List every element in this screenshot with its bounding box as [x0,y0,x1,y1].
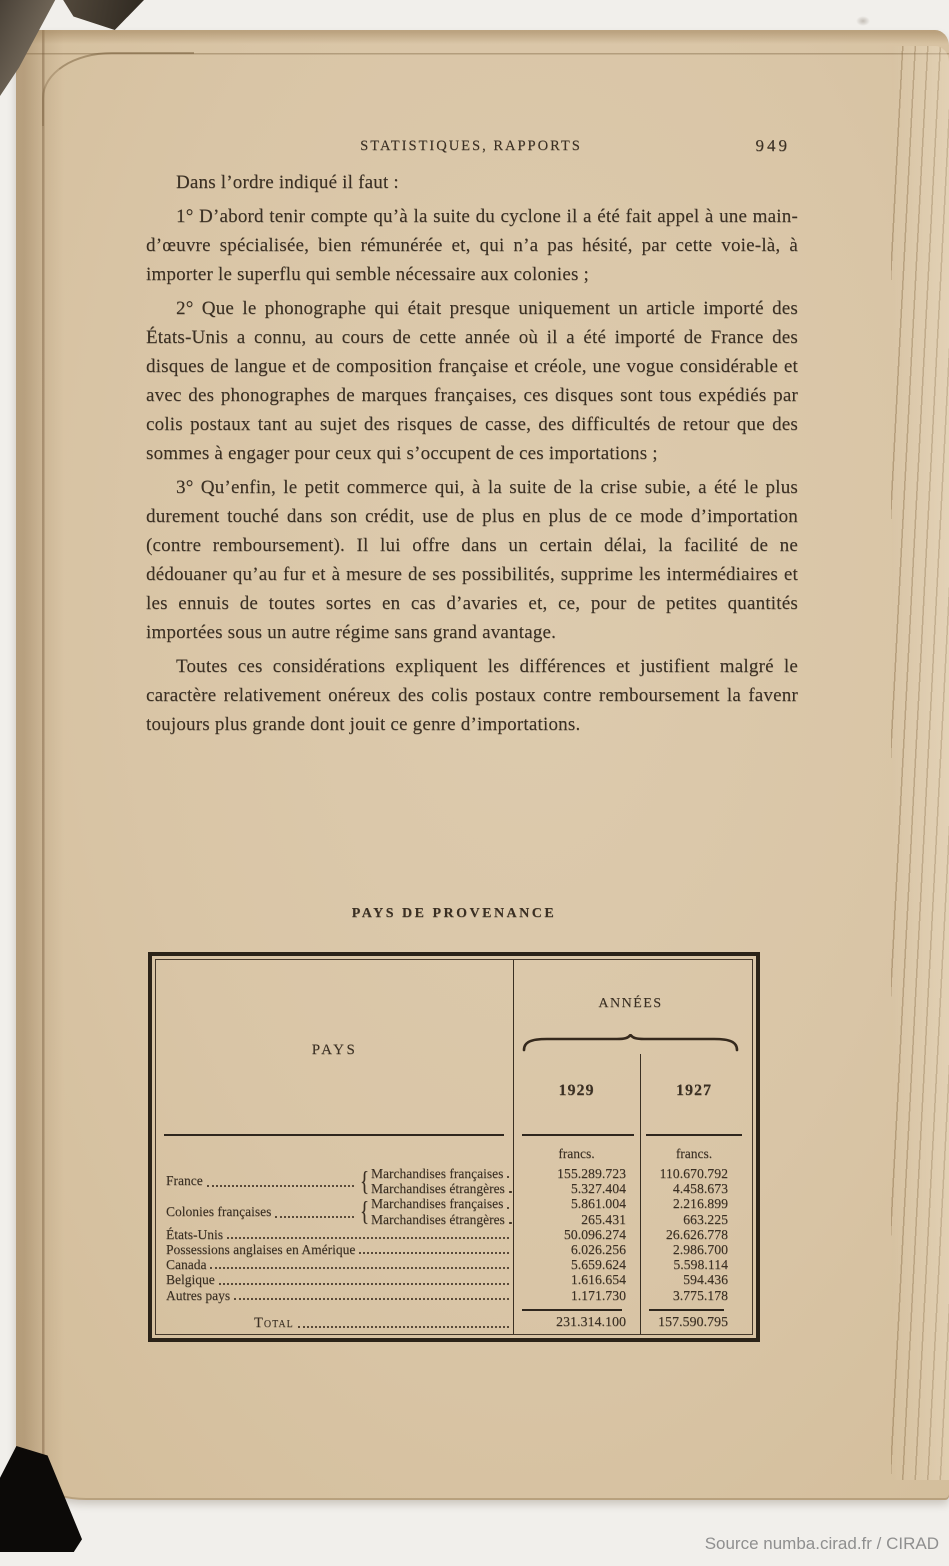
total-rule [649,1309,724,1311]
total-rule [522,1309,622,1311]
table-row [166,1272,513,1287]
table-group [166,1166,513,1196]
footer-source: Source numba.cirad.fr / CIRAD [704,1534,939,1553]
amount-cell: 2.216.899 [672,1196,728,1212]
head-rule-1927 [646,1134,742,1136]
page-corner-edges [42,52,194,126]
paper-smudge [856,16,870,26]
table-inner-border [155,959,753,1335]
annees-brace [521,1034,740,1052]
leader-dots [298,1326,509,1328]
leader-dots [210,1267,509,1269]
total-label: Total [254,1314,294,1331]
table-row [371,1181,513,1196]
amount-cell: 110.670.792 [659,1166,728,1181]
page-number: 949 [755,136,790,155]
leader-dots [507,1176,509,1178]
amount-cell: 155.289.723 [557,1166,626,1181]
table-row [166,1242,513,1257]
amount-column-1929 [514,1166,640,1331]
amount-cell: 5.598.114 [673,1257,728,1273]
pays-column-body [156,1166,513,1331]
amount-cell: 6.026.256 [570,1241,626,1257]
amount-cell: 265.431 [581,1211,626,1227]
paragraph-conclusion: Toutes ces considérations expliquent les différences et justifient malgré le caractère relativement onéreux des colis postaux contre remboursement la favenr toujours plus grande dont jouit ce genre d’importations. [146,656,798,735]
page-stack-edges [891,46,949,1480]
row-label: Marchandises françaises [371,1166,504,1181]
group-sub-rows [371,1166,513,1196]
group-sub-rows [371,1196,513,1226]
amount-cell: 2.986.700 [672,1241,728,1257]
leader-dots [359,1252,509,1254]
paragraph-point-1: 1° D’abord tenir compte qu’à la suite du cyclone il a été fait appel à une main-d’œuvre spécialisée, bien rémunérée et, qui n’a pas hésité, par cette voie-là, à importer le superflu qui semble nécessaire aux colonies ; [146,206,798,285]
group-brace: { [359,1196,370,1227]
leader-dots [227,1237,509,1239]
paragraph-point-2: 2° Que le phonographe qui était presque uniquement un article importé des États-Unis a connu, au cours de cette année où il a été importé de France des disques de langue et de composition française et créole, une vogue considérable et avec des phonographes de marques françaises, ces disques sont tous expédiés par colis postaux tant au sujet des risques de casse, des difficultés de retour que des sommes à engager pour ceux qui s’occupent de ces importations ; [146,298,798,464]
table-outer-border [148,952,760,1342]
leader-dots [234,1298,509,1300]
total-amount: 157.590.795 [658,1314,728,1330]
table-row [166,1288,513,1303]
row-label: Marchandises françaises [371,1196,504,1212]
group-label-cell [166,1166,358,1196]
table-group [166,1196,513,1226]
group-label: Colonies françaises [166,1203,272,1219]
table-row [371,1166,513,1181]
amount-cell: 50.096.274 [563,1226,626,1242]
row-label: Possessions anglaises en Amérique [166,1241,356,1257]
body-text [146,168,798,739]
row-label: Canada [166,1257,207,1273]
paragraph-intro: Dans l’ordre indiqué il faut : [176,172,399,193]
annees-header: ANNÉES [598,996,663,1011]
leader-dots [207,1185,354,1187]
group-brace: { [359,1166,370,1196]
total-amount: 231.314.100 [556,1314,626,1330]
leader-dots [507,1207,509,1209]
row-label: Marchandises étrangères [371,1211,505,1227]
unit-label-1929: francs. [558,1146,595,1161]
row-label: Belgique [166,1272,215,1288]
year-header-1927: 1927 [676,1082,712,1099]
amount-cell: 1.616.654 [570,1272,626,1288]
row-label: Autres pays [166,1287,231,1303]
amount-cell: 4.458.673 [672,1181,728,1197]
amount-cell: 5.861.004 [570,1196,626,1212]
unit-label-1927: francs. [675,1146,713,1161]
pays-column-header: PAYS [311,1042,358,1058]
running-head-title: STATISTIQUES, RAPPORTS [360,138,582,154]
row-label: Marchandises étrangères [371,1181,505,1197]
amount-cell: 1.171.730 [570,1287,626,1303]
paragraph-point-3: 3° Qu’enfin, le petit commerce qui, à la suite de la crise subie, a été le plus durement touché dans son crédit, use de plus en plus de ce mode d’importation (contre remboursement). Il lui offre dans un certain délai, la facilité de ne dédouaner qu’au fur et à mesure de ses possibilités, supprime les intermédiaires et les ennuis de toutes sortes en cas d’avaries et, ce, pour de petites quantités importées sous un autre régime sans grand avantage. [146,477,798,643]
total-row [166,1315,513,1331]
table-row [371,1196,513,1211]
amount-cell: 594.436 [683,1272,728,1288]
table-title: PAYS DE PROVENANCE [351,906,557,921]
table-row [371,1212,513,1227]
amount-cell: 26.626.778 [665,1226,728,1242]
year-header-1929: 1929 [558,1082,595,1099]
amount-cell: 5.659.624 [570,1257,626,1273]
book-binding-tassel [58,0,144,30]
table-row [166,1227,513,1242]
provenance-table [148,952,760,1342]
amount-cell: 663.225 [683,1211,728,1227]
table-row [166,1257,513,1272]
leader-dots [275,1216,354,1218]
group-label: France [166,1173,203,1189]
amount-cell: 5.327.404 [570,1181,626,1197]
head-rule-pays [164,1134,504,1136]
leader-dots [219,1283,509,1285]
amount-column-1927 [641,1166,748,1331]
running-head [146,138,796,160]
group-label-cell [166,1196,358,1226]
head-rule-1929 [522,1134,634,1136]
row-label: États-Unis [166,1226,223,1242]
amount-cell: 3.775.178 [672,1287,728,1303]
